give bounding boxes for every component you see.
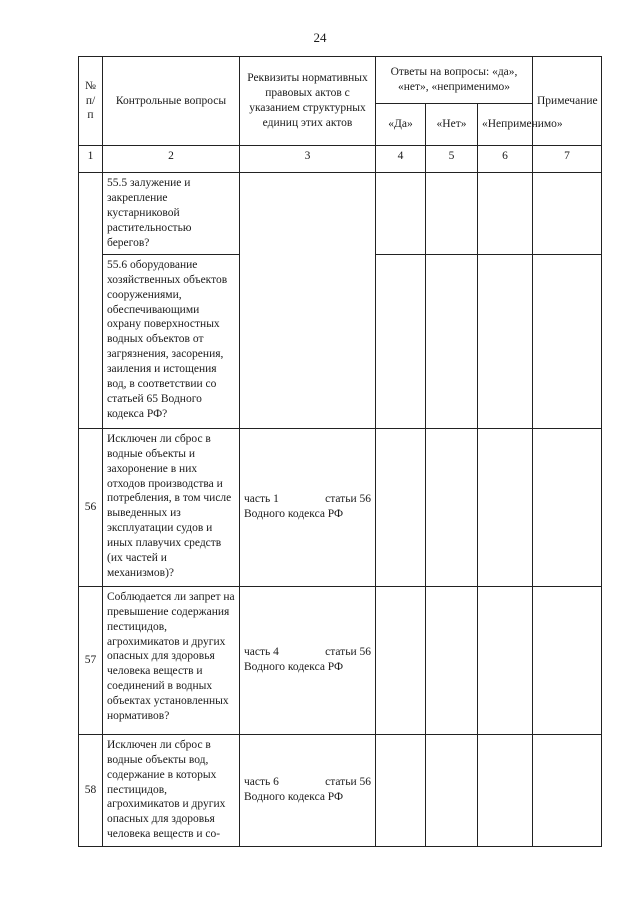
ref-part: часть 4 [244, 646, 279, 659]
row-number [79, 173, 103, 429]
row-question: 55.5 залужение и закрепление кустарниковой растительностью берегов? [103, 173, 240, 255]
table-row [79, 734, 602, 846]
header-na: «Неприменимо» [478, 104, 533, 146]
ref-code: Водного кодекса РФ [244, 791, 344, 804]
column-number: 4 [376, 146, 426, 173]
header-answers: Ответы на вопросы: «да», «нет», «неприменимо» [376, 57, 533, 104]
column-number: 1 [79, 146, 103, 173]
answer-no-cell[interactable] [426, 586, 478, 734]
answer-na-cell[interactable] [478, 428, 533, 586]
row-number: 57 [79, 586, 103, 734]
ref-code: Водного кодекса РФ [244, 661, 344, 674]
row-question: Соблюдается ли запрет на превышение содержания пестицидов, агрохимикатов и других опасных для здоровья человека веществ и соединений в водных объектах установленных нормативов? [103, 586, 240, 734]
ref-article: статьи 56 [325, 493, 371, 506]
column-number: 6 [478, 146, 533, 173]
column-number: 3 [240, 146, 376, 173]
ref-article: статьи 56 [325, 646, 371, 659]
note-cell[interactable] [533, 586, 602, 734]
column-number: 5 [426, 146, 478, 173]
answer-na-cell[interactable] [478, 173, 533, 255]
answer-yes-cell[interactable] [376, 428, 426, 586]
answer-na-cell[interactable] [478, 734, 533, 846]
header-note: Примечание [533, 57, 602, 146]
header-requisites: Реквизиты нормативных правовых актов с указанием структурных единиц этих актов [240, 57, 376, 146]
column-number: 2 [103, 146, 240, 173]
row-requisites [240, 734, 376, 846]
answer-yes-cell[interactable] [376, 586, 426, 734]
table-row [79, 173, 602, 255]
ref-article: статьи 56 [325, 776, 371, 789]
header-questions: Контрольные вопросы [103, 57, 240, 146]
row-question: 55.6 оборудование хозяйственных объектов сооружениями, обеспечивающими охрану поверхностных водных объектов от загрязнения, засорения, заиления и истощения вод, в соответствии со статьей 65 Водного кодекса РФ? [103, 254, 240, 428]
column-number-row [79, 146, 602, 173]
header-num: № п/п [79, 57, 103, 146]
checklist-table [78, 56, 602, 847]
ref-part: часть 1 [244, 493, 279, 506]
answer-no-cell[interactable] [426, 173, 478, 255]
row-requisites [240, 586, 376, 734]
answer-na-cell[interactable] [478, 586, 533, 734]
answer-yes-cell[interactable] [376, 173, 426, 255]
note-cell[interactable] [533, 734, 602, 846]
answer-na-cell[interactable] [478, 254, 533, 428]
column-number: 7 [533, 146, 602, 173]
answer-no-cell[interactable] [426, 428, 478, 586]
answer-yes-cell[interactable] [376, 254, 426, 428]
ref-part: часть 6 [244, 776, 279, 789]
page-number: 24 [313, 30, 327, 45]
header-yes: «Да» [376, 104, 426, 146]
row-number: 58 [79, 734, 103, 846]
row-requisites [240, 173, 376, 429]
row-question: Исключен ли сброс в водные объекты вод, содержание в которых пестицидов, агрохимикатов и других опасных для здоровья человека веществ и со- [103, 734, 240, 846]
note-cell[interactable] [533, 254, 602, 428]
row-requisites [240, 428, 376, 586]
row-number: 56 [79, 428, 103, 586]
ref-code: Водного кодекса РФ [244, 508, 344, 521]
table-row [79, 586, 602, 734]
note-cell[interactable] [533, 173, 602, 255]
table-row [79, 428, 602, 586]
row-question: Исключен ли сброс в водные объекты и захоронение в них отходов производства и потребления, в том числе выведенных из эксплуатации судов и иных плавучих средств (их частей и механизмов)? [103, 428, 240, 586]
answer-no-cell[interactable] [426, 734, 478, 846]
answer-no-cell[interactable] [426, 254, 478, 428]
header-no: «Нет» [426, 104, 478, 146]
note-cell[interactable] [533, 428, 602, 586]
answer-yes-cell[interactable] [376, 734, 426, 846]
